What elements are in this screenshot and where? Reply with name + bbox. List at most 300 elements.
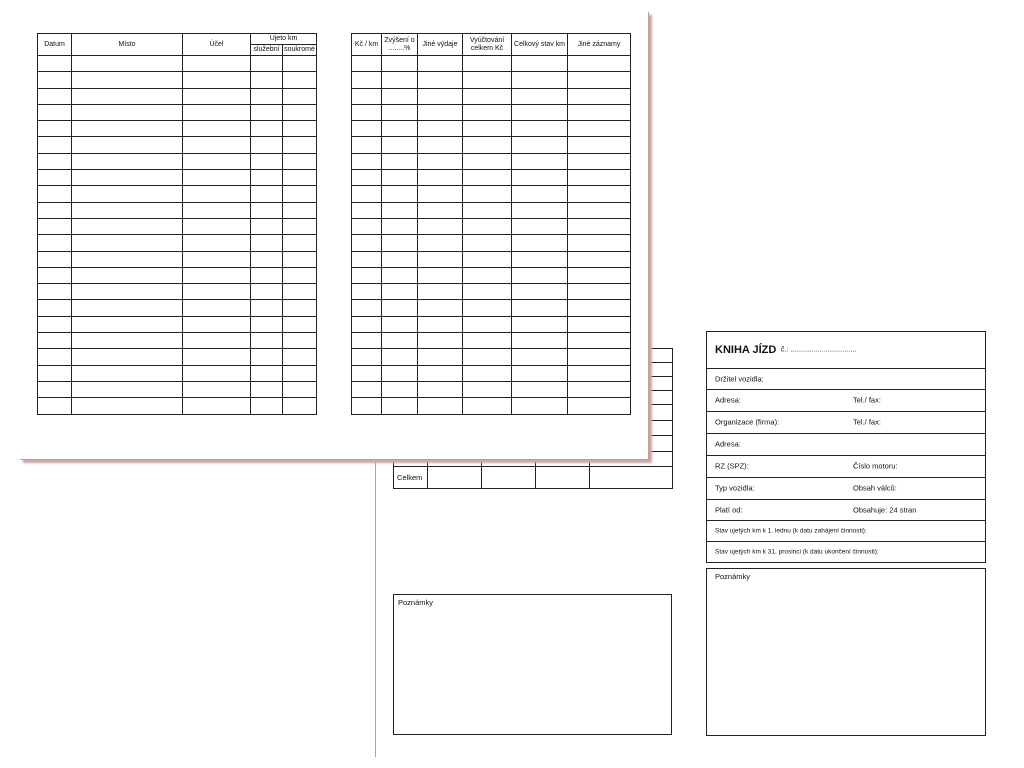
table-row (352, 153, 631, 169)
table-row (38, 137, 317, 153)
table-cell (251, 121, 283, 137)
table-cell (183, 300, 251, 316)
table-cell (283, 349, 317, 365)
table-cell (463, 365, 512, 381)
cover-title: KNIHA JÍZD (715, 344, 777, 356)
header-zvyseni: Zvýšení o ........% (382, 34, 418, 56)
table-cell (512, 202, 568, 218)
table-row (38, 104, 317, 120)
table-cell (568, 88, 631, 104)
header-kc-km: Kč / km (352, 34, 382, 56)
table-row (38, 186, 317, 202)
table-row (38, 202, 317, 218)
table-cell (463, 316, 512, 332)
table-cell (183, 56, 251, 72)
table-row (352, 104, 631, 120)
row-adresa1 (707, 389, 985, 412)
table-cell (283, 284, 317, 300)
back-poznamky-box (393, 594, 672, 735)
row-rz (707, 455, 985, 478)
table-cell (38, 284, 72, 300)
table-row (38, 235, 317, 251)
table-row (38, 56, 317, 72)
row-drzitel (707, 368, 985, 390)
table-cell (418, 137, 463, 153)
table-row (38, 381, 317, 397)
table-cell (72, 121, 183, 137)
table-cell (183, 398, 251, 414)
table-cell (382, 349, 418, 365)
table-cell (283, 267, 317, 283)
table-cell (38, 365, 72, 381)
table-cell (418, 349, 463, 365)
table-cell (38, 88, 72, 104)
table-cell (283, 137, 317, 153)
table-cell (568, 316, 631, 332)
table-cell (72, 365, 183, 381)
table-cell (463, 202, 512, 218)
table-cell (283, 56, 317, 72)
cover-card (706, 331, 986, 563)
table-cell (183, 218, 251, 234)
table-cell (72, 56, 183, 72)
table-cell (251, 316, 283, 332)
table-cell (352, 56, 382, 72)
table-cell (512, 104, 568, 120)
table-cell (183, 137, 251, 153)
row-platnost (707, 499, 985, 521)
table-cell (568, 398, 631, 414)
table-cell (283, 202, 317, 218)
table-cell (568, 300, 631, 316)
table-row (352, 284, 631, 300)
label-platnost: Platí od: (715, 505, 743, 514)
table-cell (463, 72, 512, 88)
table-cell (72, 398, 183, 414)
table-row (38, 349, 317, 365)
table-row (38, 333, 317, 349)
table-cell (382, 72, 418, 88)
table-row (38, 72, 317, 88)
table-cell (72, 235, 183, 251)
table-cell (418, 251, 463, 267)
table-cell (382, 398, 418, 414)
table-cell (38, 202, 72, 218)
table-row (38, 121, 317, 137)
table-cell (382, 251, 418, 267)
table-row (352, 202, 631, 218)
table-row (38, 300, 317, 316)
table-cell (418, 153, 463, 169)
table-cell (352, 186, 382, 202)
table-cell (463, 218, 512, 234)
table-cell (251, 170, 283, 186)
table-cell (72, 153, 183, 169)
table-cell (352, 153, 382, 169)
label-tel1: Tel./ fax: (853, 395, 881, 405)
table-cell (418, 88, 463, 104)
table-cell (568, 333, 631, 349)
table-row (352, 170, 631, 186)
table-cell (283, 398, 317, 414)
table-cell (283, 88, 317, 104)
table-cell (352, 88, 382, 104)
table-cell (72, 137, 183, 153)
table-cell (72, 349, 183, 365)
table-cell (183, 349, 251, 365)
table-cell (352, 235, 382, 251)
table-cell (512, 349, 568, 365)
table-row (38, 267, 317, 283)
table-cell (283, 104, 317, 120)
cover-poznamky-label: Poznámky (715, 572, 751, 581)
header-soukrome: soukromé (283, 45, 317, 56)
table-cell (568, 153, 631, 169)
table-row (38, 170, 317, 186)
table-cell (536, 467, 590, 489)
table-cell (512, 333, 568, 349)
table-cell (382, 267, 418, 283)
table-cell (352, 104, 382, 120)
table-cell (251, 218, 283, 234)
table-cell (251, 381, 283, 397)
table-cell (352, 218, 382, 234)
table-cell (183, 235, 251, 251)
table-row (352, 56, 631, 72)
header-datum: Datum (38, 34, 72, 56)
table-cell (463, 398, 512, 414)
table-cell (183, 153, 251, 169)
celkem-label: Celkem (394, 467, 428, 489)
table-row (38, 218, 317, 234)
table-cell (352, 267, 382, 283)
table-cell (512, 121, 568, 137)
table-cell (72, 88, 183, 104)
table-row (352, 300, 631, 316)
table-cell (463, 235, 512, 251)
row-adresa2 (707, 433, 985, 456)
table-cell (38, 316, 72, 332)
table-cell (568, 235, 631, 251)
table-cell (283, 300, 317, 316)
table-cell (418, 56, 463, 72)
header-celkovy-stav: Celkový stav km (512, 34, 568, 56)
label-adresa2: Adresa: (715, 439, 741, 449)
table-cell (183, 170, 251, 186)
label-stav2: Stav ujetých km k 31. prosinci (k datu ukončení činnosti): (715, 548, 879, 555)
table-cell (463, 56, 512, 72)
table-cell (428, 467, 482, 489)
celkem-row (394, 467, 673, 489)
table-cell (352, 333, 382, 349)
table-cell (72, 186, 183, 202)
table-row (352, 121, 631, 137)
table-cell (418, 365, 463, 381)
table-cell (38, 349, 72, 365)
table-cell (382, 300, 418, 316)
table-cell (568, 121, 631, 137)
table-cell (418, 72, 463, 88)
table-cell (463, 267, 512, 283)
table-cell (382, 316, 418, 332)
table-cell (283, 153, 317, 169)
table-cell (418, 284, 463, 300)
table-cell (568, 284, 631, 300)
table-cell (568, 267, 631, 283)
label-adresa1: Adresa: (715, 395, 741, 405)
cover-poznamky-box (706, 568, 986, 736)
table-row (38, 88, 317, 104)
table-row (352, 218, 631, 234)
table-cell (38, 381, 72, 397)
table-cell (183, 284, 251, 300)
table-cell (251, 56, 283, 72)
table-cell (38, 235, 72, 251)
table-row (352, 381, 631, 397)
table-cell (72, 267, 183, 283)
table-row (38, 365, 317, 381)
table-cell (463, 186, 512, 202)
table-cell (283, 72, 317, 88)
header-jine-zaznamy: Jiné záznamy (568, 34, 631, 56)
table-cell (251, 365, 283, 381)
label-rz: RZ (SPZ): (715, 461, 749, 471)
table-cell (72, 218, 183, 234)
table-cell (382, 104, 418, 120)
table-cell (418, 218, 463, 234)
table-cell (72, 333, 183, 349)
table-cell (418, 398, 463, 414)
table-cell (183, 251, 251, 267)
table-cell (418, 202, 463, 218)
table-cell (183, 267, 251, 283)
table-cell (512, 381, 568, 397)
table-cell (382, 381, 418, 397)
table-cell (418, 121, 463, 137)
table-cell (418, 235, 463, 251)
table-cell (382, 235, 418, 251)
table-cell (382, 153, 418, 169)
table-cell (512, 186, 568, 202)
table-cell (463, 104, 512, 120)
table-cell (568, 202, 631, 218)
table-cell (418, 381, 463, 397)
table-cell (283, 186, 317, 202)
label-drzitel: Držitel vozidla: (715, 374, 764, 383)
table-cell (512, 88, 568, 104)
header-ucel: Účel (183, 34, 251, 56)
table-cell (512, 56, 568, 72)
table-cell (38, 251, 72, 267)
label-organizace: Organizace (firma): (715, 417, 780, 427)
table-cell (512, 284, 568, 300)
table-cell (568, 349, 631, 365)
table-cell (463, 137, 512, 153)
table-row (352, 365, 631, 381)
table-cell (418, 104, 463, 120)
table-cell (38, 137, 72, 153)
table-row (38, 316, 317, 332)
table-cell (283, 218, 317, 234)
table-cell (418, 333, 463, 349)
table-row (352, 333, 631, 349)
table-cell (38, 267, 72, 283)
table-cell (38, 56, 72, 72)
label-typ: Typ vozidla: (715, 483, 755, 493)
table-cell (568, 104, 631, 120)
table-cell (183, 202, 251, 218)
table-cell (382, 365, 418, 381)
row-stav2 (707, 541, 985, 562)
table-row (352, 251, 631, 267)
table-cell (352, 72, 382, 88)
table-cell (183, 381, 251, 397)
table-cell (512, 251, 568, 267)
table-cell (283, 235, 317, 251)
table-cell (568, 186, 631, 202)
table-cell (512, 316, 568, 332)
table-row (352, 186, 631, 202)
back-poznamky-label: Poznámky (398, 598, 434, 607)
table-cell (251, 251, 283, 267)
table-cell (283, 381, 317, 397)
table-cell (251, 153, 283, 169)
table-cell (568, 365, 631, 381)
table-cell (251, 72, 283, 88)
table-cell (352, 121, 382, 137)
table-cell (38, 333, 72, 349)
table-cell (512, 235, 568, 251)
label-obsah-valcu: Obsah válců: (853, 483, 897, 493)
table-cell (251, 137, 283, 153)
table-cell (568, 251, 631, 267)
table-row (352, 398, 631, 414)
table-cell (72, 104, 183, 120)
table-cell (283, 121, 317, 137)
label-tel2: Tel./ fax: (853, 417, 881, 427)
table-cell (352, 170, 382, 186)
table-cell (382, 333, 418, 349)
table-cell (352, 349, 382, 365)
table-cell (590, 467, 673, 489)
table-cell (352, 381, 382, 397)
table-cell (72, 300, 183, 316)
table-row (352, 137, 631, 153)
table-cell (72, 284, 183, 300)
table-cell (183, 72, 251, 88)
table-cell (482, 467, 536, 489)
table-cell (512, 218, 568, 234)
table-cell (38, 186, 72, 202)
table-cell (463, 284, 512, 300)
table-row (352, 316, 631, 332)
table-cell (72, 381, 183, 397)
table-cell (382, 137, 418, 153)
table-cell (568, 218, 631, 234)
table-cell (183, 333, 251, 349)
table-cell (283, 365, 317, 381)
table-cell (183, 316, 251, 332)
table-cell (568, 56, 631, 72)
table-cell (183, 365, 251, 381)
row-organizace (707, 411, 985, 434)
table-cell (251, 104, 283, 120)
table-cell (512, 170, 568, 186)
table-cell (382, 121, 418, 137)
table-cell (251, 333, 283, 349)
table-cell (463, 300, 512, 316)
table-row (352, 267, 631, 283)
row-typ (707, 477, 985, 500)
table-cell (418, 186, 463, 202)
table-cell (251, 202, 283, 218)
table-cell (183, 186, 251, 202)
table-cell (352, 137, 382, 153)
table-row (38, 284, 317, 300)
table-cell (382, 56, 418, 72)
row-stav1 (707, 520, 985, 542)
table-cell (382, 202, 418, 218)
table-cell (512, 267, 568, 283)
header-jine-vydaje: Jiné výdaje (418, 34, 463, 56)
table-cell (463, 88, 512, 104)
table-cell (382, 218, 418, 234)
table-cell (352, 284, 382, 300)
table-cell (38, 153, 72, 169)
table-row (38, 398, 317, 414)
header-misto: Místo (72, 34, 183, 56)
label-stav1: Stav ujetých km k 1. lednu (k datu zahájení činnosti): (715, 527, 867, 534)
table-cell (463, 251, 512, 267)
table-cell (568, 381, 631, 397)
table-cell (463, 121, 512, 137)
table-cell (568, 72, 631, 88)
table-row (352, 72, 631, 88)
table-cell (251, 349, 283, 365)
table-cell (382, 88, 418, 104)
table-cell (72, 202, 183, 218)
table-cell (418, 300, 463, 316)
table-cell (463, 333, 512, 349)
table-cell (38, 72, 72, 88)
left-log-table (37, 33, 317, 415)
table-cell (418, 170, 463, 186)
table-cell (38, 121, 72, 137)
right-log-table (351, 33, 631, 415)
table-cell (183, 121, 251, 137)
table-cell (251, 398, 283, 414)
table-cell (352, 300, 382, 316)
table-cell (183, 88, 251, 104)
label-obsahuje: Obsahuje: 24 stran (853, 505, 917, 514)
table-cell (512, 300, 568, 316)
table-cell (72, 72, 183, 88)
table-cell (352, 316, 382, 332)
table-row (352, 88, 631, 104)
table-cell (183, 104, 251, 120)
table-row (38, 153, 317, 169)
table-cell (463, 381, 512, 397)
table-cell (512, 153, 568, 169)
table-cell (38, 170, 72, 186)
table-cell (38, 218, 72, 234)
table-cell (283, 316, 317, 332)
table-cell (418, 267, 463, 283)
table-cell (38, 300, 72, 316)
table-cell (251, 88, 283, 104)
table-cell (568, 137, 631, 153)
table-row (352, 349, 631, 365)
